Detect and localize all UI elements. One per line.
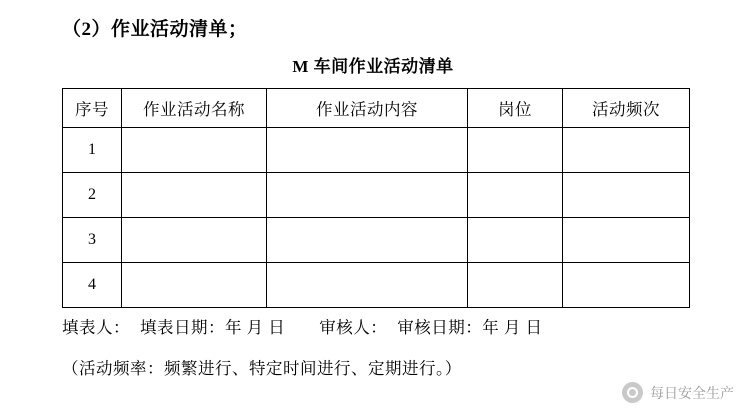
fill-date-value: 年 月 日 <box>225 318 286 337</box>
fill-date-label: 填表日期： <box>140 318 225 337</box>
table-title: M 车间作业活动清单 <box>292 57 454 76</box>
column-header-content: 作业活动内容 <box>267 89 468 128</box>
table-row <box>63 173 690 218</box>
frequency-note: （活动频率：频繁进行、特定时间进行、定期进行。） <box>62 359 462 378</box>
signature-line <box>62 314 543 338</box>
cell-content[interactable] <box>267 128 468 173</box>
section-heading: （2）作业活动清单； <box>62 19 248 40</box>
review-date-value: 年 月 日 <box>482 318 543 337</box>
table-row <box>63 218 690 263</box>
cell-name[interactable] <box>122 263 267 308</box>
cell-post[interactable] <box>468 128 563 173</box>
filler-label: 填表人： <box>62 318 130 337</box>
cell-content[interactable] <box>267 263 468 308</box>
circle-logo-icon <box>622 382 643 403</box>
cell-seq: 4 <box>63 263 122 308</box>
cell-seq: 2 <box>63 173 122 218</box>
cell-freq[interactable] <box>563 263 690 308</box>
cell-content[interactable] <box>267 218 468 263</box>
column-header-name: 作业活动名称 <box>122 89 267 128</box>
cell-freq[interactable] <box>563 218 690 263</box>
review-date-label: 审核日期： <box>397 318 483 337</box>
cell-seq: 1 <box>63 128 122 173</box>
column-header-seq: 序号 <box>63 89 122 128</box>
cell-name[interactable] <box>122 218 267 263</box>
table-row <box>63 263 690 308</box>
cell-post[interactable] <box>468 218 563 263</box>
watermark <box>622 382 734 403</box>
table-row <box>63 128 690 173</box>
cell-name[interactable] <box>122 128 267 173</box>
cell-freq[interactable] <box>563 173 690 218</box>
watermark-text: 每日安全生产 <box>650 384 734 401</box>
cell-name[interactable] <box>122 173 267 218</box>
table-header-row <box>63 89 690 128</box>
column-header-post: 岗位 <box>468 89 563 128</box>
cell-freq[interactable] <box>563 128 690 173</box>
cell-post[interactable] <box>468 173 563 218</box>
reviewer-label: 审核人： <box>319 318 388 337</box>
activity-table <box>62 88 690 308</box>
cell-post[interactable] <box>468 263 563 308</box>
cell-seq: 3 <box>63 218 122 263</box>
column-header-freq: 活动频次 <box>563 89 690 128</box>
cell-content[interactable] <box>267 173 468 218</box>
